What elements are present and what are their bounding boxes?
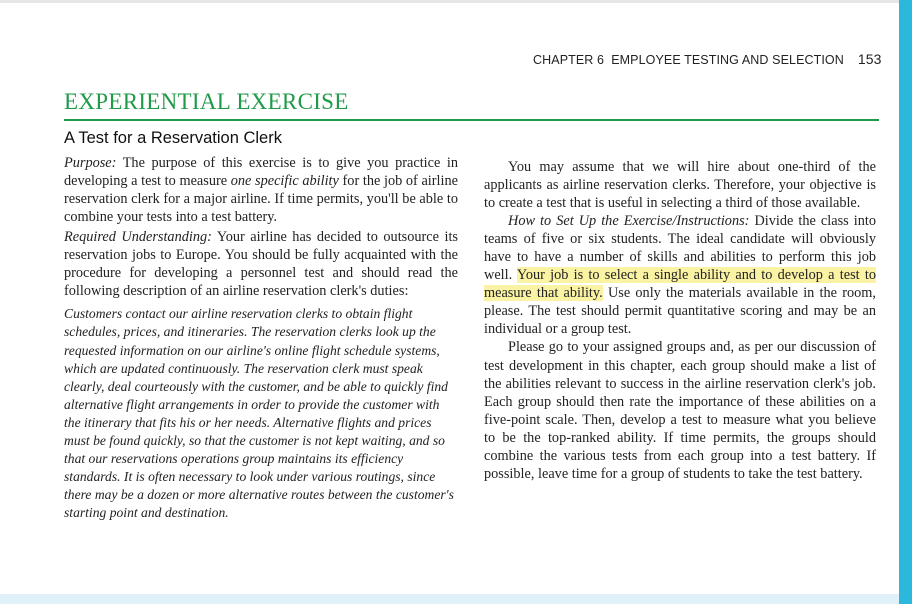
page-number: 153 <box>857 51 882 67</box>
instructions-label: How to Set Up the Exercise/Instructions: <box>508 213 750 230</box>
exercise-title: EXPERIENTIAL EXERCISE <box>64 89 349 114</box>
instructions-paragraph <box>484 212 876 338</box>
right-column <box>484 158 876 483</box>
understanding-paragraph <box>64 228 458 300</box>
page-edge-bar <box>899 0 912 604</box>
title-rule <box>64 119 879 121</box>
purpose-emphasis: one specific ability <box>230 173 339 190</box>
running-head-text: CHAPTER 6 EMPLOYEE TESTING AND SELECTION <box>533 53 844 67</box>
understanding-text: Your airline has decided to outsource its reservation jobs to Europe. You should be fully acquainted with the procedure for developing a personnel test and should read the following description of an airline reservation clerk's duties: <box>64 229 458 300</box>
section-heading: A Test for a Reservation Clerk <box>64 129 282 147</box>
purpose-paragraph <box>64 154 458 226</box>
assume-paragraph: You may assume that we will hire about one-third of the applicants as airline reservation clerks. Therefore, your objective is to create a test that is useful in selecting a third of those available. <box>484 159 876 212</box>
highlighted-text: Your job is to select a single ability and to develop a test to measure that ability. <box>484 267 876 302</box>
understanding-label: Required Understanding: <box>64 229 212 246</box>
purpose-text-1: The purpose of this exercise is to give you practice in developing a test to measure <box>64 155 458 190</box>
instructions-text-2: Use only the materials available in the room, please. The test should permit quantitative scoring and may be an individual or a group test. <box>484 285 877 338</box>
purpose-label: Purpose: <box>64 155 117 171</box>
left-column <box>64 154 458 523</box>
top-border <box>0 0 912 3</box>
instructions-text-1: Divide the class into teams of five or six students. The ideal candidate will obviously have to have a number of skills and abilities to perform this job well. <box>484 213 876 284</box>
bottom-border <box>0 594 899 604</box>
groups-paragraph: Please go to your assigned groups and, as per our discussion of test development in this chapter, each group should make a list of the abilities relevant to success in the airline reservation clerk's job. Each group should then rate the importance of these abilities on a five-point scale. Then, develop a test to measure what you believe to be the top-ranked ability. If time permits, the groups should combine the various tests from each group into a test battery. If possible, leave time for a group of students to take the test battery. <box>484 339 876 482</box>
running-head <box>533 51 882 67</box>
duties-description: Customers contact our airline reservation clerks to obtain flight schedules, prices, and itineraries. The reservation clerks look up the requested information on our airline's online flight schedule systems, which are updated continuously. The reservation clerk must speak clearly, deal courteously with the customer, and be able to quickly find alternative flight arrangements in order to provide the customer with the itinerary that fits his or her needs. Alternative flights and prices must be found quickly, so that the customer is not kept waiting, and so that our reservations operations group maintains its efficiency standards. It is often necessary to look under various routings, since there may be a dozen or more alternative routes between the customer's starting point and destination. <box>64 306 454 521</box>
purpose-text-2: for the job of airline reservation clerk for a major airline. If time permits, you'll be able to combine your tests into a test battery. <box>64 173 458 226</box>
